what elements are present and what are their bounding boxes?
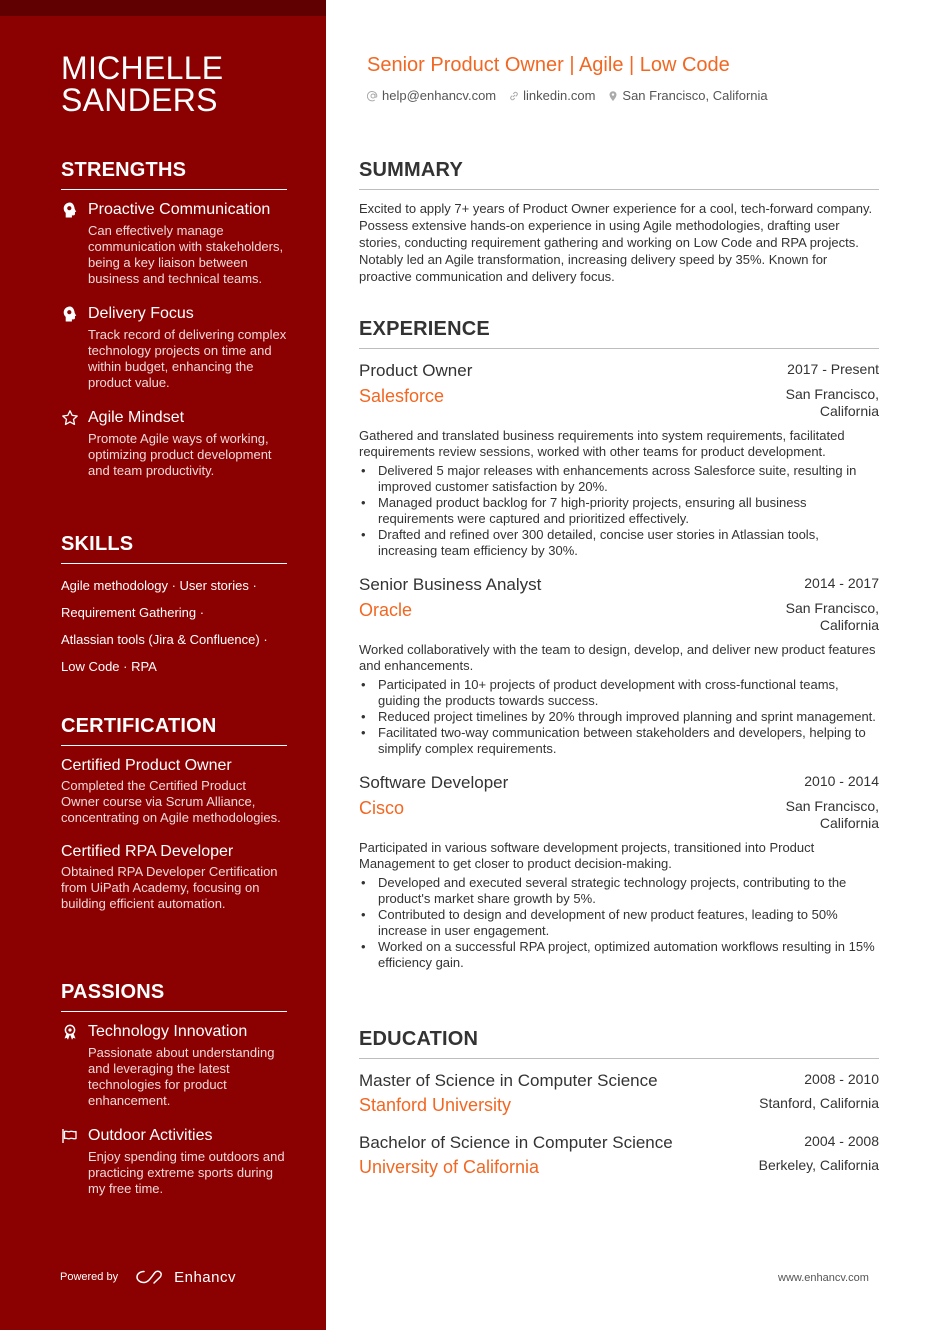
skills-line: Atlassian tools (Jira & Confluence) · — [61, 632, 268, 647]
certification-title: Certified Product Owner — [61, 757, 232, 774]
education-section — [359, 1027, 879, 1193]
skills-line: Requirement Gathering · — [61, 605, 205, 620]
job-dates: 2010 - 2014 — [804, 773, 879, 789]
job-entry — [359, 573, 879, 757]
contact-location — [607, 88, 767, 103]
contact-linkedin-text: linkedin.com — [523, 88, 596, 103]
passion-desc: Enjoy spending time outdoors and practicing extreme sports during my free time. — [88, 1149, 285, 1196]
job-description: Gathered and translated business requirements into system requirements, facilitated requirements review sessions, worked with other teams for product development. — [359, 428, 845, 459]
powered-by — [60, 1268, 236, 1286]
education-degree: Bachelor of Science in Computer Science — [359, 1133, 673, 1152]
education-school: Stanford University — [359, 1095, 512, 1115]
job-bullet: • Managed product backlog for 7 high-priority projects, ensuring all business requirements were captured and prioritized effectively. — [359, 495, 879, 527]
job-description: Participated in various software development projects, transitioned into Product Management to get closer to product decision-making. — [359, 840, 815, 871]
passion-item — [61, 1125, 287, 1197]
job-bullet: • Contributed to design and development of new product features, leading to 50% increase in user engagement. — [359, 907, 879, 939]
footer-url-link[interactable]: www.enhancv.com — [778, 1272, 869, 1284]
strength-title: Delivery Focus — [88, 305, 194, 322]
skills-line: Low Code · RPA — [61, 659, 157, 674]
section-title-strengths: STRENGTHS — [61, 158, 287, 190]
at-icon — [367, 90, 379, 102]
certification-desc: Obtained RPA Developer Certification from UiPath Academy, focusing on building efficient automation. — [61, 864, 278, 911]
passions-section — [61, 980, 287, 1213]
job-entry — [359, 359, 879, 559]
head-brain-icon — [61, 201, 79, 219]
flag-icon — [61, 1127, 79, 1145]
head-brain-icon — [61, 305, 79, 323]
award-ribbon-icon — [61, 1023, 79, 1041]
education-location: Stanford, California — [759, 1095, 879, 1111]
section-title-summary: SUMMARY — [359, 158, 879, 190]
section-title-skills: SKILLS — [61, 532, 287, 564]
education-entry — [359, 1069, 879, 1117]
strength-title: Agile Mindset — [88, 409, 185, 426]
certification-item — [61, 841, 287, 912]
job-bullet: • Participated in 10+ projects of product development with cross-functional teams, guiding the products towards success. — [359, 677, 879, 709]
passion-item — [61, 1021, 287, 1109]
summary-text: Excited to apply 7+ years of Product Owner experience for a cool, tech-forward company. Possess extensive hands-on experience in using Agile methodologies, drafting user stories, conducting requirement gathering and working on Low Code and RPA projects. Notably led an Agile transformation, increasing delivery speed by 35%. Known for proactive communication and delivery focus. — [359, 201, 873, 284]
job-company: Oracle — [359, 600, 413, 620]
strength-item — [61, 199, 287, 287]
certification-desc: Completed the Certified Product Owner course via Scrum Alliance, concentrating on Agile methodologies. — [61, 778, 281, 825]
job-dates: 2014 - 2017 — [804, 575, 879, 591]
contact-email-text: help@enhancv.com — [382, 88, 497, 103]
strength-desc: Track record of delivering complex technology projects on time and within budget, enhancing the product value. — [88, 327, 287, 390]
strength-item — [61, 303, 287, 391]
skills-line: Agile methodology · User stories · — [61, 578, 257, 593]
candidate-name — [61, 52, 223, 116]
strengths-section — [61, 158, 287, 495]
passion-desc: Passionate about understanding and leveraging the latest technologies for product enhancement. — [88, 1045, 275, 1108]
job-description: Worked collaboratively with the team to design, develop, and deliver new product features and enhancements. — [359, 642, 876, 673]
strength-desc: Can effectively manage communication with stakeholders, being a key liaison between business and technical teams. — [88, 223, 284, 286]
enhancv-infinity-icon — [134, 1268, 168, 1286]
job-title: Senior Business Analyst — [359, 575, 542, 594]
job-location: San Francisco, California — [785, 386, 879, 419]
job-bullet: • Delivered 5 major releases with enhancements across Salesforce suite, resulting in improved customer satisfaction by 20%. — [359, 463, 879, 495]
certification-section — [61, 714, 287, 927]
section-title-education: EDUCATION — [359, 1027, 879, 1059]
experience-section — [359, 317, 879, 985]
headline: Senior Product Owner | Agile | Low Code — [367, 54, 730, 76]
job-bullet: • Developed and executed several strategic technology projects, contributing to the product's market share growth by 5%. — [359, 875, 879, 907]
job-bullet: • Worked on a successful RPA project, optimized automation workflows resulting in 15% efficiency gain. — [359, 939, 879, 971]
education-dates: 2004 - 2008 — [804, 1133, 879, 1149]
skills-section — [61, 532, 287, 686]
job-title: Software Developer — [359, 773, 509, 792]
job-bullet: • Facilitated two-way communication between stakeholders and developers, helping to simplify complex requirements. — [359, 725, 879, 757]
passion-title: Technology Innovation — [88, 1023, 248, 1040]
job-bullets — [359, 463, 879, 559]
job-bullet: • Reduced project timelines by 20% through improved planning and sprint management. — [359, 709, 879, 725]
job-company: Salesforce — [359, 386, 445, 406]
last-name: SANDERS — [61, 82, 218, 118]
education-degree: Master of Science in Computer Science — [359, 1071, 658, 1090]
job-bullets — [359, 875, 879, 971]
job-company: Cisco — [359, 798, 405, 818]
job-dates: 2017 - Present — [787, 361, 879, 377]
job-entry — [359, 771, 879, 971]
education-dates: 2008 - 2010 — [804, 1071, 879, 1087]
certification-title: Certified RPA Developer — [61, 843, 234, 860]
strength-item — [61, 407, 287, 479]
enhancv-brand: Enhancv — [174, 1268, 236, 1286]
star-icon — [61, 409, 79, 427]
strength-title: Proactive Communication — [88, 201, 271, 218]
location-pin-icon — [607, 90, 619, 102]
link-icon — [508, 90, 520, 102]
sidebar-top-strip — [0, 0, 326, 16]
contact-location-text: San Francisco, California — [622, 88, 768, 103]
certification-item — [61, 755, 287, 826]
strength-desc: Promote Agile ways of working, optimizing product development and team productivity. — [88, 431, 272, 478]
job-bullet: • Drafted and refined over 300 detailed, concise user stories in Atlassian tools, increasing team efficiency by 30%. — [359, 527, 879, 559]
contact-email[interactable] — [367, 88, 496, 103]
contact-linkedin[interactable] — [508, 88, 595, 103]
job-bullets — [359, 677, 879, 757]
section-title-experience: EXPERIENCE — [359, 317, 879, 349]
education-school: University of California — [359, 1157, 540, 1177]
job-title: Product Owner — [359, 361, 473, 380]
job-location: San Francisco, California — [785, 600, 879, 633]
section-title-passions: PASSIONS — [61, 980, 287, 1012]
education-location: Berkeley, California — [758, 1157, 879, 1173]
job-location: San Francisco, California — [785, 798, 879, 831]
section-title-certification: CERTIFICATION — [61, 714, 287, 746]
enhancv-logo[interactable] — [134, 1268, 236, 1286]
first-name: MICHELLE — [61, 50, 224, 86]
powered-by-label: Powered by — [60, 1271, 119, 1283]
contact-list — [367, 88, 768, 103]
summary-section — [359, 158, 879, 285]
education-entry — [359, 1131, 879, 1179]
passion-title: Outdoor Activities — [88, 1127, 213, 1144]
sidebar — [0, 0, 326, 1330]
